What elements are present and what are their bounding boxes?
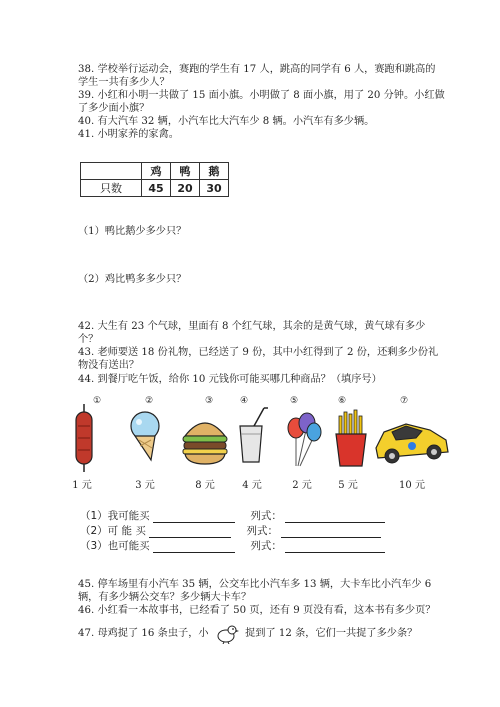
item-price: 1 元 <box>72 480 92 491</box>
option-label: （2）可 能 买 <box>80 525 146 537</box>
item-number: ③ <box>205 396 214 406</box>
q47-part1: 47. 母鸡捉了 16 条虫子，小 <box>78 628 209 639</box>
chick-icon <box>214 622 240 644</box>
formula-label: 列式： <box>250 510 282 522</box>
poultry-table <box>80 162 229 197</box>
formula-label: 列式： <box>250 540 282 552</box>
table-header-goose: 鹅 <box>200 163 229 180</box>
q45-line2: 辆，有多少辆公交车？多少辆大卡车？ <box>78 592 252 603</box>
q41-sub2: （2）鸡比鸭多多少只？ <box>78 274 187 285</box>
table-row-label: 只数 <box>81 180 142 197</box>
item-number: ② <box>145 396 154 406</box>
table-header-duck: 鸭 <box>171 163 200 180</box>
item-sausage <box>60 396 120 491</box>
toy-car-icon <box>372 404 452 474</box>
formula-label: 列式： <box>246 525 279 537</box>
formula-blank[interactable] <box>285 511 385 523</box>
table-cell-goose: 30 <box>200 180 229 197</box>
q38-line2: 学生一共有多少人？ <box>78 77 170 88</box>
q41: 41. 小明家养的家禽。 <box>78 129 179 140</box>
menu-items <box>60 396 450 491</box>
item-price: 3 元 <box>135 480 155 491</box>
table-header-empty <box>81 163 142 180</box>
item-ice-cream <box>115 396 175 491</box>
q41-sub1: （1）鸭比鹅少多少只？ <box>78 226 187 237</box>
item-number: ⑥ <box>338 396 347 406</box>
item-number: ⑦ <box>400 396 409 406</box>
formula-blank[interactable] <box>281 526 381 538</box>
ice-cream-icon <box>115 404 175 474</box>
q46: 46. 小红看一本故事书，已经看了 50 页，还有 9 页没有看，这本书有多少页？ <box>78 605 436 616</box>
answer-blank[interactable] <box>149 526 231 538</box>
formula-blank[interactable] <box>285 541 385 553</box>
option-row-1 <box>80 508 385 523</box>
q39-line1: 39. 小红和小明一共做了 15 面小旗。小明做了 8 面小旗，用了 20 分钟。小红做 <box>78 90 445 101</box>
option-row-2 <box>80 523 381 538</box>
q42-line2: 个？ <box>78 334 99 345</box>
q47 <box>78 622 417 644</box>
option-label: （3）也可能买 <box>80 540 150 552</box>
table-cell-duck: 20 <box>171 180 200 197</box>
q39-line2: 了多少面小旗？ <box>78 103 150 114</box>
burger-icon <box>175 404 235 474</box>
answer-blank[interactable] <box>153 511 235 523</box>
item-number: ① <box>93 396 102 406</box>
item-toy-car <box>372 396 432 491</box>
q43-line2: 物没有送出？ <box>78 360 140 371</box>
q47-part2: 捉到了 12 条，它们一共捉了多少条？ <box>245 628 418 639</box>
item-number: ⑤ <box>290 396 299 406</box>
q42-line1: 42. 大生有 23 个气球，里面有 8 个红气球，其余的是黄气球，黄气球有多少 <box>78 321 426 332</box>
table-cell-chicken: 45 <box>142 180 171 197</box>
item-price: 8 元 <box>195 480 215 491</box>
q44: 44. 到餐厅吃午饭，给你 10 元钱你可能买哪几种商品？（填序号） <box>78 374 382 385</box>
q38-line1: 38. 学校举行运动会，赛跑的学生有 17 人，跳高的同学有 6 人，赛跑和跳高的 <box>78 64 436 75</box>
sausage-icon <box>60 404 110 474</box>
q40: 40. 有大汽车 32 辆，小汽车比大汽车少 8 辆。小汽车有多少辆。 <box>78 116 375 127</box>
option-label: （1）我可能买 <box>80 510 150 522</box>
q45-line1: 45. 停车场里有小汽车 35 辆，公交车比小汽车多 13 辆，大卡车比小汽车少 6 <box>78 579 432 590</box>
item-price: 2 元 <box>292 480 312 491</box>
q43-line1: 43. 老师要送 18 份礼物，已经送了 9 份，其中小红得到了 2 份，还剩多少份礼 <box>78 347 439 358</box>
option-row-3 <box>80 538 385 553</box>
item-price: 4 元 <box>242 480 262 491</box>
table-header-chicken: 鸡 <box>142 163 171 180</box>
answer-blank[interactable] <box>153 541 235 553</box>
item-number: ④ <box>240 396 249 406</box>
item-price: 10 元 <box>399 480 425 491</box>
item-price: 5 元 <box>338 480 358 491</box>
